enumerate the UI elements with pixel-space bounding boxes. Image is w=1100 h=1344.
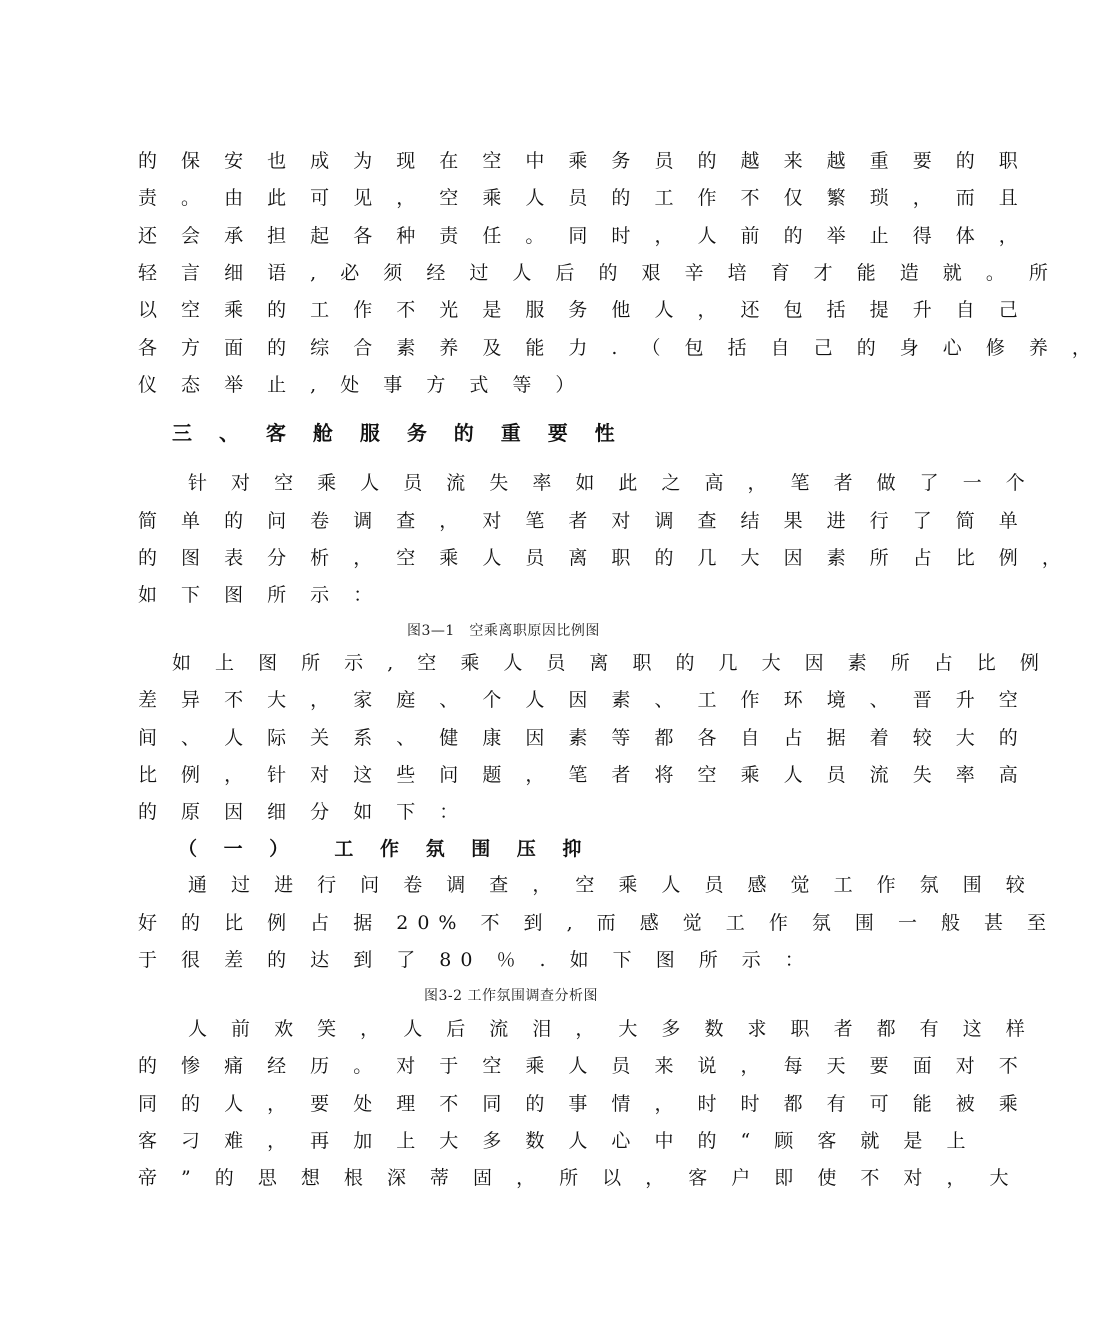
section-heading: 三 、 客 舱 服 务 的 重 要 性 — [172, 421, 625, 445]
paragraph-line: 人 前 欢 笑 ， 人 后 流 泪 ， 大 多 数 求 职 者 都 有 这 样 — [188, 1018, 1034, 1040]
paragraph-line: 于 很 差 的 达 到 了 80 ％ . 如 下 图 所 示 ： — [138, 949, 813, 971]
paragraph-line: 还 会 承 担 起 各 种 责 任 。 同 时 ， 人 前 的 举 止 得 体 ， — [138, 225, 1027, 247]
paragraph-line: 的 原 因 细 分 如 下 ： — [138, 801, 468, 823]
subsection-heading: （ 一 ） 工 作 氛 围 压 抑 — [178, 838, 592, 860]
paragraph-line: 针 对 空 乘 人 员 流 失 率 如 此 之 高 ， 笔 者 做 了 一 个 — [188, 472, 1034, 494]
paragraph-line: 如 上 图 所 示 , 空 乘 人 员 离 职 的 几 大 因 素 所 占 比 例 — [172, 652, 1048, 674]
paragraph-line: 间 、 人 际 关 系 、 健 康 因 素 等 都 各 自 占 据 着 较 大 的 — [138, 727, 1027, 749]
figure-caption: 图3—1 空乘离职原因比例图 — [407, 623, 600, 639]
paragraph-line: 的 惨 痛 经 历 。 对 于 空 乘 人 员 来 说 ， 每 天 要 面 对 不 — [138, 1055, 1027, 1077]
paragraph-line: 比 例 ， 针 对 这 些 问 题 ， 笔 者 将 空 乘 人 员 流 失 率 高 — [138, 764, 1027, 786]
paragraph-line: 仪 态 举 止 , 处 事 方 式 等 ） — [138, 374, 584, 396]
paragraph-line: 同 的 人 ， 要 处 理 不 同 的 事 情 ， 时 时 都 有 可 能 被 乘 — [138, 1093, 1027, 1115]
figure-caption: 图3-2 工作氛围调查分析图 — [424, 988, 598, 1004]
paragraph-line: 好 的 比 例 占 据 20% 不 到 , 而 感 觉 工 作 氛 围 一 般 甚 至 — [138, 912, 1056, 934]
paragraph-line: 责 。 由 此 可 见 ， 空 乘 人 员 的 工 作 不 仅 繁 琐 ， 而 且 — [138, 187, 1027, 209]
paragraph-line: 差 异 不 大 ， 家 庭 、 个 人 因 素 、 工 作 环 境 、 晋 升 空 — [138, 689, 1027, 711]
paragraph-line: 如 下 图 所 示 ： — [138, 584, 382, 606]
paragraph-line: 以 空 乘 的 工 作 不 光 是 服 务 他 人 ， 还 包 括 提 升 自 己 — [138, 299, 1027, 321]
paragraph-line: 的 保 安 也 成 为 现 在 空 中 乘 务 员 的 越 来 越 重 要 的 职 — [138, 150, 1027, 172]
paragraph-line: 简 单 的 问 卷 调 查 ， 对 笔 者 对 调 查 结 果 进 行 了 简 单 — [138, 510, 1027, 532]
paragraph-line: 的 图 表 分 析 ， 空 乘 人 员 离 职 的 几 大 因 素 所 占 比 例 ， — [138, 547, 1070, 569]
paragraph-line: 各 方 面 的 综 合 素 养 及 能 力 . （ 包 括 自 己 的 身 心 修 养 ， — [138, 337, 1100, 359]
paragraph-line: 帝 ” 的 思 想 根 深 蒂 固 ， 所 以 ， 客 户 即 使 不 对 ， 大 — [138, 1167, 1018, 1189]
paragraph-line: 客 刁 难 ， 再 加 上 大 多 数 人 心 中 的 “ 顾 客 就 是 上 — [138, 1130, 975, 1152]
paragraph-line: 轻 言 细 语 , 必 须 经 过 人 后 的 艰 辛 培 育 才 能 造 就 。 所 — [138, 262, 1057, 284]
paragraph-line: 通 过 进 行 问 卷 调 查 ， 空 乘 人 员 感 觉 工 作 氛 围 较 — [188, 874, 1034, 896]
